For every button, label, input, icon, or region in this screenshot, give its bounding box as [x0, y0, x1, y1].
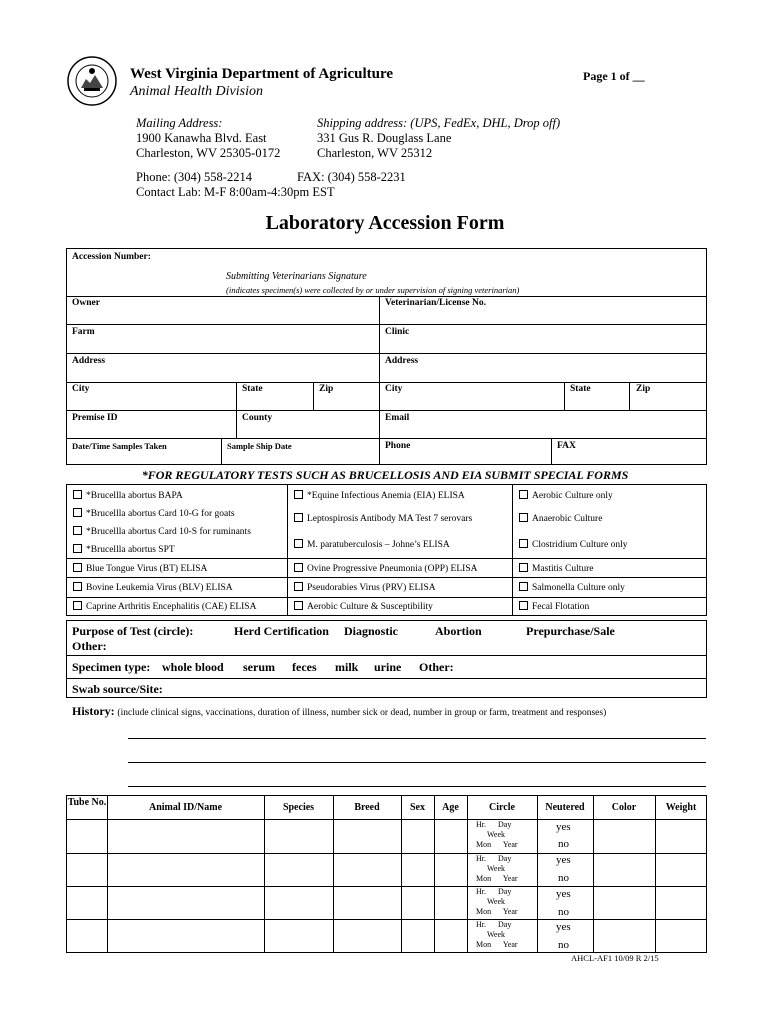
test-blv[interactable]: Bovine Leukemia Virus (BLV) ELISA: [73, 582, 233, 593]
neutered-yes[interactable]: yes: [556, 921, 571, 933]
mailing-line1: 1900 Kanawha Blvd. East: [136, 131, 267, 145]
test-fecal-flotation[interactable]: Fecal Flotation: [519, 601, 589, 612]
test-aerobic-susceptibility[interactable]: Aerobic Culture & Susceptibility: [294, 601, 433, 612]
history-label: History:: [72, 704, 115, 718]
history-note: (include clinical signs, vaccinations, duration of illness, number sick or dead, number in group or farm, treatment and responses): [117, 708, 607, 718]
farm-label: Farm: [72, 327, 95, 337]
shipping-line2: Charleston, WV 25312: [317, 146, 433, 160]
shipping-line1: 331 Gus R. Douglass Lane: [317, 131, 452, 145]
circle-mon-year[interactable]: Mon Year: [476, 907, 518, 916]
history-line[interactable]: [128, 762, 706, 763]
division-name: Animal Health Division: [130, 84, 263, 99]
header-color: Color: [611, 802, 637, 813]
circle-week[interactable]: Week: [487, 830, 506, 839]
specimen-feces[interactable]: feces: [292, 660, 317, 674]
vet-signature-note: (indicates specimen(s) were collected by or under supervision of signing veterinarian): [226, 285, 520, 295]
test-brucella-spt[interactable]: *Brucellla abortus SPT: [73, 544, 175, 555]
clinic-phone-label: Phone: [385, 441, 411, 451]
clinic-label: Clinic: [385, 327, 410, 337]
form-title: Laboratory Accession Form: [265, 212, 505, 234]
header-age: Age: [442, 802, 459, 813]
lab-fax: FAX: (304) 558-2231: [297, 170, 406, 184]
owner-address-label: Address: [72, 356, 106, 366]
test-salmonella[interactable]: Salmonella Culture only: [519, 582, 625, 593]
circle-mon-year[interactable]: Mon Year: [476, 840, 518, 849]
header-sex: Sex: [410, 802, 425, 813]
ship-date-label: Sample Ship Date: [227, 441, 292, 451]
email-label: Email: [385, 413, 410, 423]
form-code: AHCL-AF1 10/09 R 2/15: [571, 953, 659, 963]
regulatory-note: *FOR REGULATORY TESTS SUCH AS BRUCELLOSIS AND EIA SUBMIT SPECIAL FORMS: [141, 468, 629, 482]
test-anaerobic[interactable]: Anaerobic Culture: [519, 513, 602, 524]
test-prv[interactable]: Pseudorabies Virus (PRV) ELISA: [294, 582, 436, 593]
test-clostridium[interactable]: Clostridium Culture only: [519, 539, 628, 550]
owner-label: Owner: [72, 298, 100, 308]
test-eia[interactable]: *Equine Infectious Anemia (EIA) ELISA: [294, 490, 465, 501]
clinic-zip-label: Zip: [636, 384, 651, 394]
vet-license-label: Veterinarian/License No.: [385, 298, 486, 308]
circle-hr-day[interactable]: Hr. Day: [476, 887, 512, 896]
owner-zip-label: Zip: [319, 384, 334, 394]
lab-phone: Phone: (304) 558-2214: [136, 170, 252, 184]
clinic-state-label: State: [570, 384, 591, 394]
header-species: Species: [282, 802, 315, 813]
neutered-no[interactable]: no: [558, 872, 569, 884]
specimen-serum[interactable]: serum: [243, 660, 275, 674]
page-number: Page 1 of __: [583, 69, 645, 83]
test-cae[interactable]: Caprine Arthritis Encephalitis (CAE) ELISA: [73, 601, 256, 612]
history: [72, 704, 606, 719]
purpose-label: Purpose of Test (circle):: [72, 624, 194, 638]
contact-hours: Contact Lab: M-F 8:00am-4:30pm EST: [136, 185, 335, 199]
history-line[interactable]: [128, 738, 706, 739]
specimen-label: Specimen type:: [72, 660, 151, 674]
circle-hr-day[interactable]: Hr. Day: [476, 920, 512, 929]
neutered-no[interactable]: no: [558, 906, 569, 918]
specimen-urine[interactable]: urine: [374, 660, 402, 674]
circle-week[interactable]: Week: [487, 897, 506, 906]
test-opp[interactable]: Ovine Progressive Pneumonia (OPP) ELISA: [294, 563, 477, 574]
owner-state-label: State: [242, 384, 263, 394]
purpose-other[interactable]: Other:: [72, 639, 107, 653]
test-johnes[interactable]: M. paratuberculosis – Johne’s ELISA: [294, 539, 450, 550]
specimen-milk[interactable]: milk: [335, 660, 359, 674]
neutered-yes[interactable]: yes: [556, 854, 571, 866]
circle-week[interactable]: Week: [487, 864, 506, 873]
owner-city-label: City: [72, 384, 90, 394]
header-circle: Circle: [489, 802, 515, 813]
test-brucella-card10g[interactable]: *Brucellla abortus Card 10-G for goats: [73, 508, 235, 519]
circle-mon-year[interactable]: Mon Year: [476, 940, 518, 949]
header-breed: Breed: [354, 802, 380, 813]
accession-number-label: Accession Number:: [72, 252, 151, 262]
department-seal: [66, 55, 118, 107]
test-brucella-card10s[interactable]: *Brucellla abortus Card 10-S for ruminants: [73, 526, 251, 537]
circle-mon-year[interactable]: Mon Year: [476, 874, 518, 883]
neutered-yes[interactable]: yes: [556, 888, 571, 900]
specimen-other[interactable]: Other:: [419, 660, 454, 674]
clinic-fax-label: FAX: [557, 441, 576, 451]
history-line[interactable]: [128, 786, 706, 787]
circle-hr-day[interactable]: Hr. Day: [476, 854, 512, 863]
clinic-city-label: City: [385, 384, 403, 394]
county-label: County: [242, 413, 273, 423]
neutered-no[interactable]: no: [558, 939, 569, 951]
header-tube-no: Tube No.: [67, 797, 107, 808]
mailing-label: Mailing Address:: [136, 116, 223, 130]
test-aerobic-only[interactable]: Aerobic Culture only: [519, 490, 613, 501]
neutered-no[interactable]: no: [558, 838, 569, 850]
shipping-label: Shipping address: (UPS, FedEx, DHL, Drop off): [317, 116, 561, 130]
test-mastitis[interactable]: Mastitis Culture: [519, 563, 594, 574]
premise-id-label: Premise ID: [72, 413, 118, 423]
circle-hr-day[interactable]: Hr. Day: [476, 820, 512, 829]
swab-label[interactable]: Swab source/Site:: [72, 682, 163, 696]
test-blue-tongue[interactable]: Blue Tongue Virus (BT) ELISA: [73, 563, 207, 574]
purpose-abortion[interactable]: Abortion: [435, 624, 482, 638]
header-neutered: Neutered: [545, 802, 585, 813]
purpose-herd-certification[interactable]: Herd Certification: [234, 624, 329, 638]
date-time-label: Date/Time Samples Taken: [72, 441, 167, 451]
neutered-yes[interactable]: yes: [556, 821, 571, 833]
specimen-whole-blood[interactable]: whole blood: [162, 660, 224, 674]
clinic-address-label: Address: [385, 356, 419, 366]
purpose-prepurchase[interactable]: Prepurchase/Sale: [526, 624, 615, 638]
vet-signature-label: Submitting Veterinarians Signature: [226, 271, 367, 282]
test-leptospirosis[interactable]: Leptospirosis Antibody MA Test 7 serovars: [294, 513, 472, 524]
org-name: West Virginia Department of Agriculture: [130, 66, 394, 82]
purpose-diagnostic[interactable]: Diagnostic: [344, 624, 398, 638]
header-weight: Weight: [665, 802, 697, 813]
test-brucella-bapa[interactable]: *Brucellla abortus BAPA: [73, 490, 183, 501]
header-animal-id: Animal ID/Name: [148, 802, 223, 813]
circle-week[interactable]: Week: [487, 930, 506, 939]
mailing-line2: Charleston, WV 25305-0172: [136, 146, 281, 160]
